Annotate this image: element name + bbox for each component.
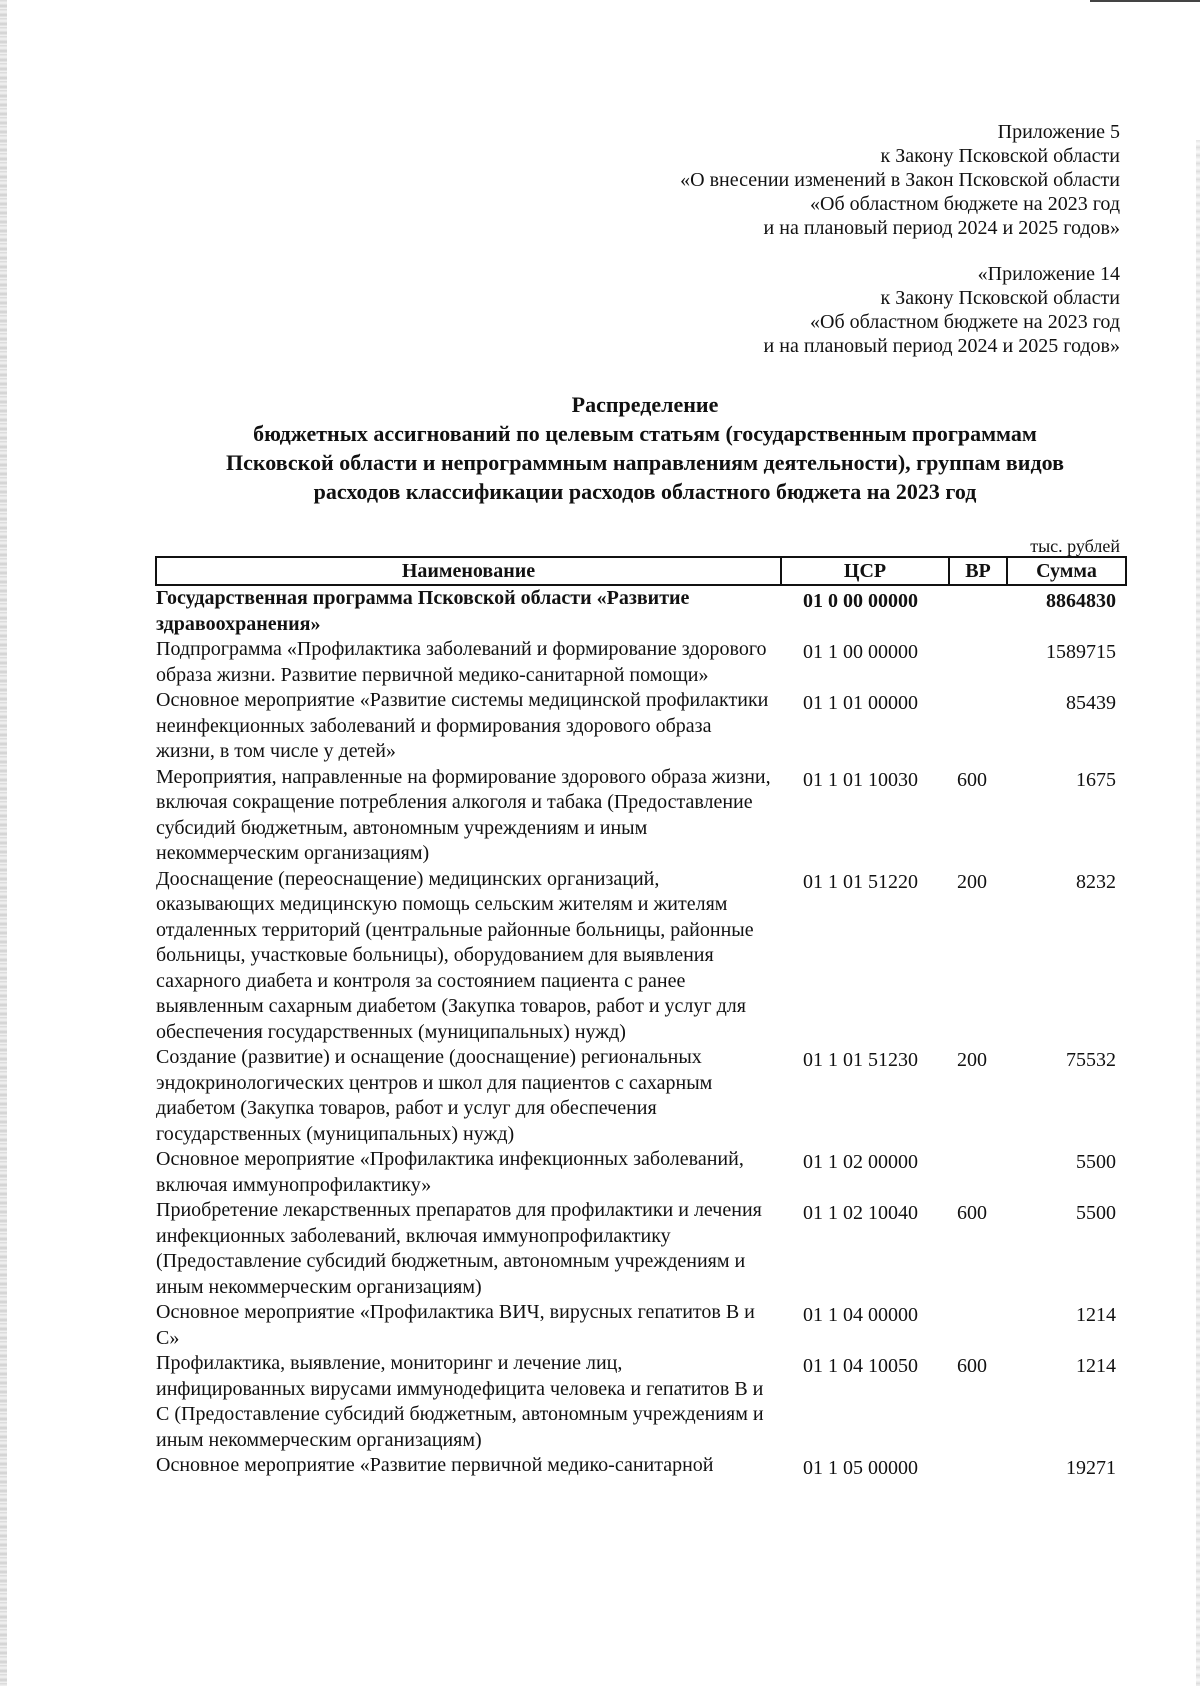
row-vr bbox=[949, 585, 1007, 637]
row-sum: 1589715 bbox=[1046, 641, 1116, 663]
budget-table bbox=[155, 556, 1127, 1482]
row-sum: 19271 bbox=[1066, 1457, 1116, 1479]
row-sum: 5500 bbox=[1076, 1151, 1116, 1173]
row-csr: 01 0 00 00000 bbox=[803, 590, 918, 612]
table-row bbox=[156, 1147, 1126, 1198]
row-csr: 01 1 01 10030 bbox=[803, 768, 918, 791]
header-vr: ВР bbox=[949, 557, 1007, 585]
table-row bbox=[156, 1045, 1126, 1147]
row-name: Основное мероприятие «Развитие первичной медико-санитарной bbox=[156, 1454, 714, 1476]
table-row bbox=[156, 1351, 1126, 1453]
row-name: Основное мероприятие «Профилактика инфекционных заболеваний, включая иммунопрофилактику» bbox=[156, 1148, 744, 1196]
row-csr: 01 1 00 00000 bbox=[803, 641, 918, 663]
row-name: Профилактика, выявление, мониторинг и лечение лиц, инфицированных вирусами иммунодефицита человека и гепатитов В и С (Предоставление субсидий бюджетным, автономным учреждениям и иным некоммерческим организациям) bbox=[156, 1352, 764, 1451]
title-line: Распределение bbox=[571, 392, 719, 417]
row-vr bbox=[949, 1453, 1007, 1482]
row-sum: 8232 bbox=[1076, 870, 1116, 893]
row-csr: 01 1 02 10040 bbox=[803, 1202, 918, 1224]
row-csr: 01 1 01 51230 bbox=[803, 1049, 918, 1071]
annex-line: «О внесении изменений в Закон Псковской области bbox=[680, 169, 1120, 191]
table-row bbox=[156, 637, 1126, 688]
row-sum: 85439 bbox=[1066, 692, 1116, 714]
document-title bbox=[150, 390, 1140, 506]
annex-line: Приложение 5 bbox=[997, 121, 1120, 143]
scan-top-line bbox=[1090, 0, 1200, 2]
annex-line: «Приложение 14 bbox=[977, 263, 1120, 285]
row-vr bbox=[949, 1147, 1007, 1198]
row-vr: 600 bbox=[957, 1355, 987, 1377]
row-name: Основное мероприятие «Профилактика ВИЧ, вирусных гепатитов В и С» bbox=[156, 1301, 755, 1349]
scan-edge-right bbox=[1196, 140, 1200, 1686]
row-sum: 5500 bbox=[1076, 1202, 1116, 1224]
row-sum: 75532 bbox=[1066, 1049, 1116, 1071]
annex-line: «Об областном бюджете на 2023 год bbox=[810, 193, 1120, 215]
row-name: Подпрограмма «Профилактика заболеваний и формирование здорового образа жизни. Развитие первичной медико-санитарной помощи» bbox=[156, 638, 767, 686]
row-name: Мероприятия, направленные на формирование здорового образа жизни, включая сокращение потребления алкоголя и табака (Предоставление субсидий бюджетным, автономным учреждениям и иным некоммерческим организациям) bbox=[156, 765, 771, 864]
row-csr: 01 1 01 51220 bbox=[803, 870, 918, 893]
table-row bbox=[156, 1300, 1126, 1351]
row-csr: 01 1 04 10050 bbox=[803, 1355, 918, 1377]
title-line: бюджетных ассигнований по целевым статьям (государственным программам bbox=[253, 421, 1037, 446]
row-name: Приобретение лекарственных препаратов для профилактики и лечения инфекционных заболеваний, включая иммунопрофилактику (Предоставление субсидий бюджетным, автономным учреждениям и иным некоммерческим организациям) bbox=[156, 1199, 762, 1298]
row-vr: 200 bbox=[957, 1049, 987, 1071]
table-header-row bbox=[156, 557, 1126, 585]
table-row bbox=[156, 688, 1126, 765]
row-csr: 01 1 04 00000 bbox=[803, 1304, 918, 1326]
table-row bbox=[156, 1453, 1126, 1482]
header-sum: Сумма bbox=[1007, 557, 1126, 585]
row-vr bbox=[949, 688, 1007, 765]
row-vr: 200 bbox=[957, 870, 987, 893]
row-sum: 1214 bbox=[1076, 1355, 1116, 1377]
row-vr: 600 bbox=[957, 768, 987, 791]
table-row bbox=[156, 1198, 1126, 1300]
row-sum: 8864830 bbox=[1046, 590, 1116, 612]
row-name: Государственная программа Псковской области «Развитие здравоохранения» bbox=[156, 587, 690, 635]
table-row bbox=[156, 867, 1126, 1046]
table-row bbox=[156, 585, 1126, 637]
annex-line: «Об областном бюджете на 2023 год bbox=[810, 311, 1120, 333]
row-sum: 1675 bbox=[1076, 768, 1116, 791]
annex-header bbox=[680, 120, 1120, 240]
title-line: расходов классификации расходов областного бюджета на 2023 год bbox=[313, 479, 977, 504]
scan-edge-left bbox=[0, 0, 7, 1686]
annex-header-2 bbox=[764, 262, 1120, 358]
annex-line: к Закону Псковской области bbox=[880, 287, 1120, 309]
header-csr: ЦСР bbox=[781, 557, 949, 585]
header-name: Наименование bbox=[156, 557, 781, 585]
units-label: тыс. рублей bbox=[1030, 536, 1120, 556]
title-line: Псковской области и непрограммным направлениям деятельности), группам видов bbox=[226, 450, 1064, 475]
row-vr bbox=[949, 1300, 1007, 1351]
row-vr: 600 bbox=[957, 1202, 987, 1224]
row-csr: 01 1 05 00000 bbox=[803, 1457, 918, 1479]
table-row bbox=[156, 765, 1126, 867]
row-name: Основное мероприятие «Развитие системы медицинской профилактики неинфекционных заболеваний и формирования здорового образа жизни, в том числе у детей» bbox=[156, 689, 769, 762]
row-name: Дооснащение (переоснащение) медицинских организаций, оказывающих медицинскую помощь сельским жителям и жителям отдаленных территорий (центральные районные больницы, районные больницы, участковые больницы), оборудованием для выявления сахарного диабета и контроля за состоянием пациента с ранее выявленным сахарным диабетом (Закупка товаров, работ и услуг для обеспечения государственных (муниципальных) нужд) bbox=[156, 867, 754, 1043]
annex-line: и на плановый период 2024 и 2025 годов» bbox=[763, 335, 1120, 357]
row-csr: 01 1 02 00000 bbox=[803, 1151, 918, 1173]
row-name: Создание (развитие) и оснащение (дооснащение) региональных эндокринологических центров и школ для пациентов с сахарным диабетом (Закупка товаров, работ и услуг для обеспечения государственных (муниципальных) нужд) bbox=[156, 1046, 713, 1145]
row-vr bbox=[949, 637, 1007, 688]
annex-line: и на плановый период 2024 и 2025 годов» bbox=[763, 217, 1120, 239]
row-sum: 1214 bbox=[1076, 1304, 1116, 1326]
row-csr: 01 1 01 00000 bbox=[803, 692, 918, 714]
annex-line: к Закону Псковской области bbox=[880, 145, 1120, 167]
